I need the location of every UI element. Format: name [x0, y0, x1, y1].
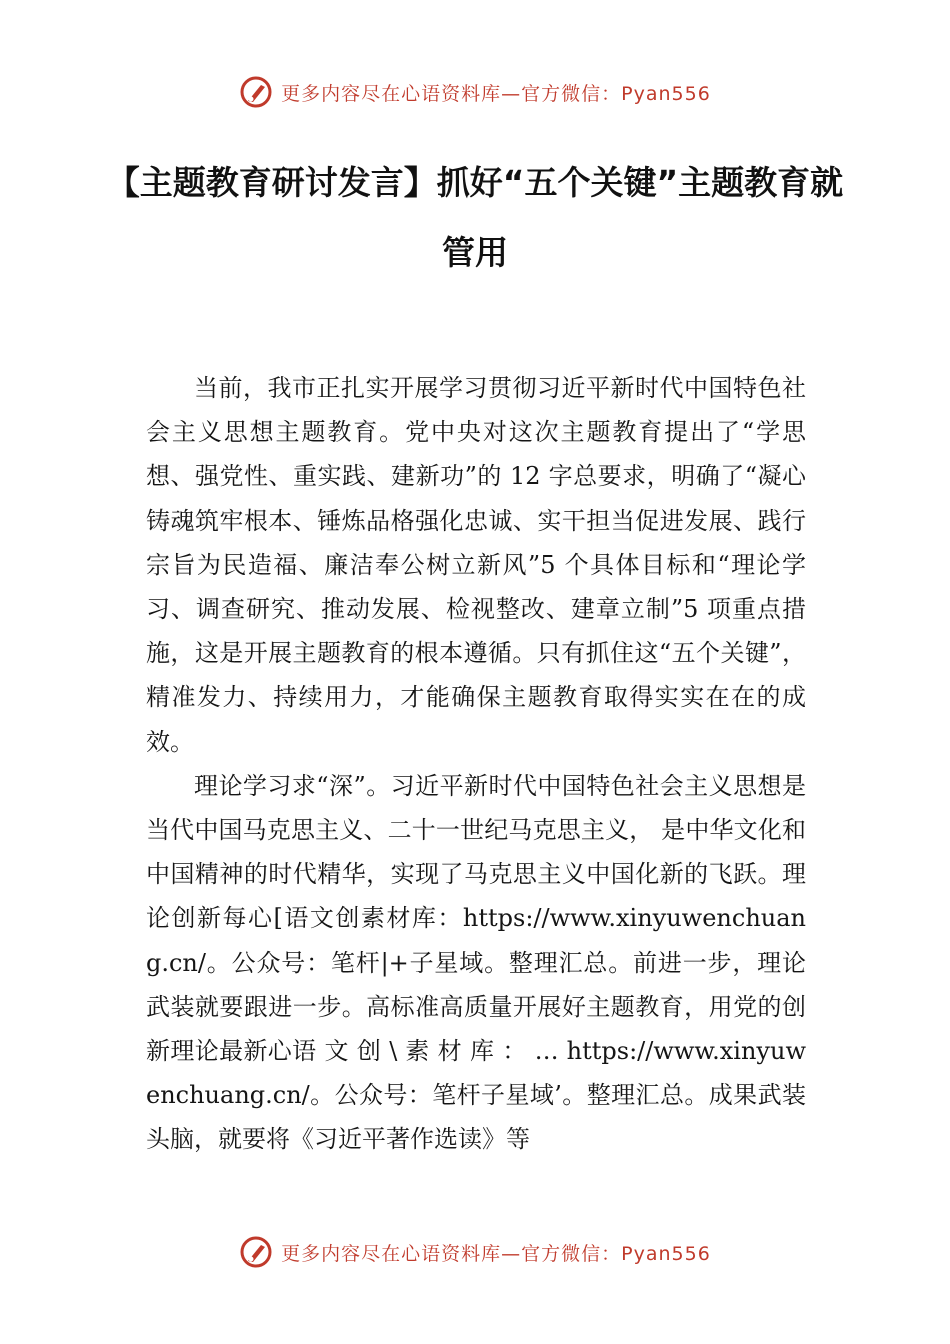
paragraph-intro: 当前，我市正扎实开展学习贯彻习近平新时代中国特色社会主义思想主题教育。党中央对这次主题教育提出了“学思想、强党性、重实践、建新功”的 12 字总要求，明确了“凝心铸魂筑牢根本、锤炼品格强化忠诚、实干担当促进发展、践行宗旨为民造福、廉洁奉公树立新风”5 个具体目标和“理论学习、调查研究、推动发展、检视整改、建章立制”5 项重点措施，这是开展主题教育的根本遵循。只有抓住这“五个关键”，精准发力、持续用力，才能确保主题教育取得实实在在的成效。 — [146, 374, 806, 756]
document-body — [146, 366, 806, 1162]
header-banner — [0, 72, 950, 112]
footer-banner-text: 更多内容尽在心语资料库—官方微信：Pyan556 — [281, 1242, 711, 1265]
quill-circle-logo-icon — [239, 1235, 273, 1269]
paragraph-theory-study: 理论学习求“深”。习近平新时代中国特色社会主义思想是当代中国马克思主义、二十一世纪马克思主义， 是中华文化和中国精神的时代精华，实现了马克思主义中国化新的飞跃。理论创新每心[语文创素材库：https://www.xinyuwenchuang.cn/。公众号：笔杆|+子星域。整理汇总。前进一步，理论武装就要跟进一步。高标准高质量开展好主题教育，用党的创新理论最新心语 文 创 \ 素 材 库 ： … https://www.xinyuwenchuang.cn/。公众号：笔杆子星域’。整理汇总。成果武装头脑，就要将《习近平著作选读》等 — [146, 771, 806, 1154]
document-title: 【主题教育研讨发言】抓好“五个关键”主题教育就管用 — [106, 163, 844, 272]
quill-circle-logo-icon — [239, 75, 273, 109]
footer-banner — [0, 1232, 950, 1272]
header-banner-text: 更多内容尽在心语资料库—官方微信：Pyan556 — [281, 82, 711, 105]
